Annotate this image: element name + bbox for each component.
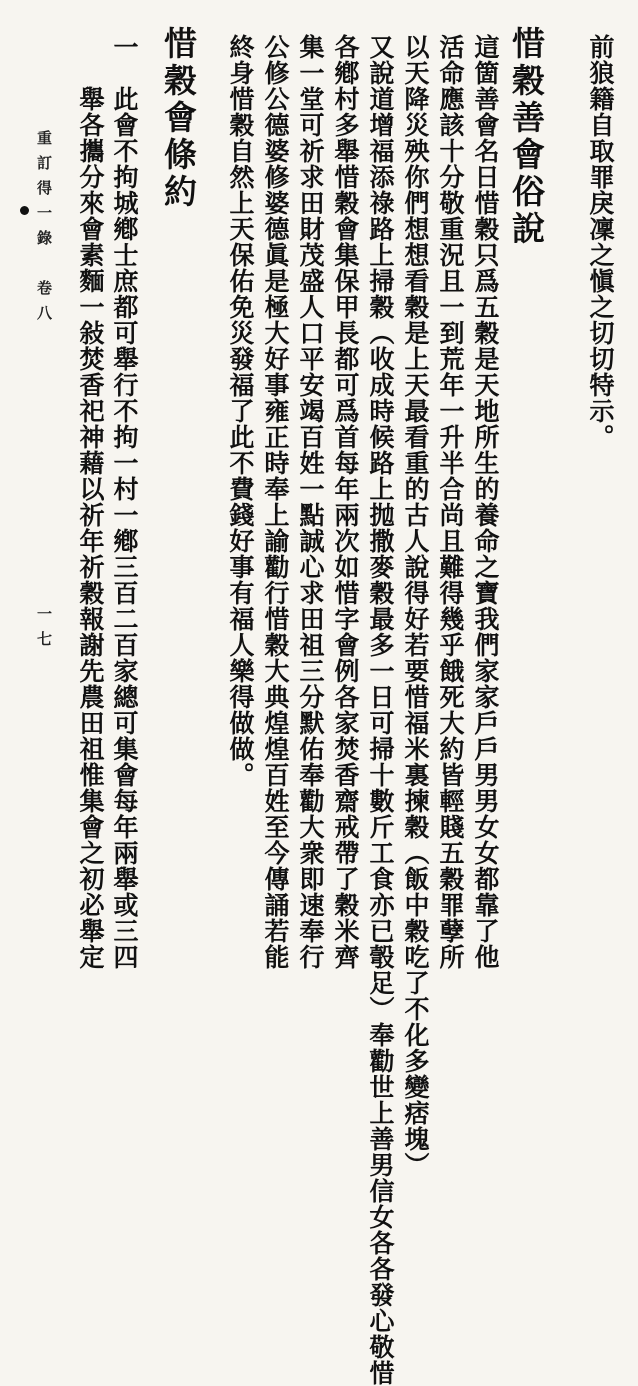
section-title-regulations: 惜穀會條約	[159, 26, 198, 211]
text-column-5: 以天降災殃你們想想看穀是上天最看重的古人說得好若要惜福米裏揀穀（飯中穀吃了不化多變痞塊）	[401, 34, 430, 1178]
section-title-customs: 惜穀善會俗說	[507, 26, 546, 248]
text-column-9: 公修公德婆修婆德眞是極大好事雍正時奉上諭勸行惜穀大典煌煌百姓至今傳誦若能	[261, 34, 290, 970]
regulation-item-1: 一 此會不拘城鄕士庶都可舉行不拘一村一鄕三百二百家總可集會每年兩舉或三四	[110, 34, 139, 970]
text-column-4: 活命應該十分敬重況且一到荒年一升半合尚且難得幾乎餓死大約皆輕賤五穀罪孽所	[436, 34, 465, 970]
text-column-8: 集一堂可祈求田財茂盛人口平安竭百姓一點誠心求田祖三分默佑奉勸大衆即速奉行	[296, 34, 325, 970]
margin-dot	[20, 206, 29, 215]
text-column-3: 這箇善會名日惜穀只爲五穀是天地所生的養命之寶我們家家戶戶男男女女都靠了他	[471, 34, 500, 970]
margin-header: 重訂得一錄 卷八	[35, 130, 53, 330]
text-column-7: 各鄕村多舉惜穀會集保甲長都可爲首每年兩次如惜字會例各家焚香齋戒帶了穀米齊	[331, 34, 360, 970]
text-column-10: 終身惜穀自然上天保佑免災發福了此不費錢好事有福人樂得做做。	[226, 34, 255, 788]
page-number: 一七	[35, 606, 53, 656]
text-column-6: 又說道增福添祿路上掃穀（收成時候路上抛撒麥穀最多一日可掃十數斤工食亦已彀足）奉勸世上善男信女各各發心敬惜	[366, 34, 395, 1386]
regulation-item-1-cont: 舉各攜分來會素麵一敍焚香祀神藉以祈年祈穀報謝先農田祖惟集會之初必舉定	[76, 34, 105, 970]
text-column-1: 前狼籍自取罪戾凜之愼之切切特示。	[586, 34, 615, 450]
